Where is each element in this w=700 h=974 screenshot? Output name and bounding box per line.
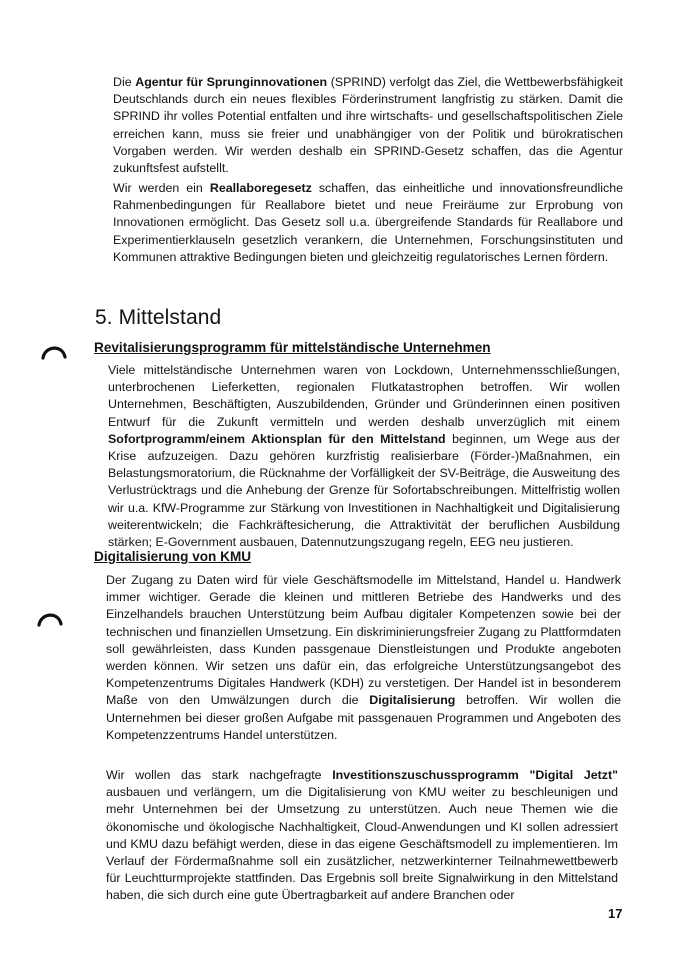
section-title: 5. Mittelstand (95, 306, 222, 329)
page-number: 17 (608, 906, 623, 921)
text-run: Viele mittelständische Unternehmen waren von Lockdown, Unternehmensschließungen, unterbrochenen Lieferketten, regionalen Flutkatastrophen betroffen. Wir wollen Unternehmen, Beschäftigten, Auszubildenden, Gründer und Gründerinnen einen positiven Entwurf für die Zukunft vermitteln und werden deshalb unverzüglich mit einem (108, 363, 620, 429)
bold-text: Investitionszuschussprogramm "Digital Jetzt" (332, 768, 618, 782)
bold-text: Agentur für Sprunginnovationen (135, 75, 328, 89)
subheading-digitalisierung: Digitalisierung von KMU (94, 549, 252, 564)
text-run: betroffen. Wir wollen die Unternehmen bei dieser großen Aufgabe mit passgenauen Programmen und Angeboten des Kompetenzzentrums Handel unterstützen. (106, 693, 621, 742)
text-run: (SPRIND) verfolgt das Ziel, die Wettbewerbsfähigkeit Deutschlands durch ein neues flexibles Förderinstrument langfristig zu stärken. Damit die SPRIND ihr volles Potential entfalten und ihre wirtschafts- und gesellschaftspolitischen Ziele erreichen kann, muss sie freier und unabhängiger von der Politik und bürokratischen Vorgaben werden. Wir werden deshalb ein SPRIND-Gesetz schaffen, das die Agentur zukunftsfest aufstellt. (113, 75, 623, 176)
subheading-revitalisierung: Revitalisierungsprogramm für mittelständische Unternehmen (94, 340, 491, 355)
bold-text: Reallaboregesetz (209, 181, 312, 195)
text-run: beginnen, um Wege aus der Krise aufzuzeigen. Dazu gehören kurzfristig realisierbare (Förder-)Maßnahmen, ein Belastungsmoratorium, die Rücknahme der Vorfälligkeit der SV-Beiträge, die Ausweitung des Verlustrücktrags und die Anhebung der Grenze für Sofortabschreibungen. Mittelfristig wollen wir u.a. KfW-Programme zur Stärkung von Investitionen in Nachhaltigkeit und Digitalisierung weiterentwickeln; die Fachkräftesicherung, die Attraktivität der beruflichen Ausbildung stärken; E-Government ausbauen, Datennutzungszugang regeln, EEG neu justieren. (108, 431, 621, 550)
text-run: Die (113, 75, 136, 89)
text-run: ausbauen und verlängern, um die Digitalisierung von KMU weiter zu beschleunigen und mehr Unternehmen bei der Umsetzung zu unterstützen. Auch neue Themen wie die ökonomische und ökologische Nachhaltigkeit, Cloud-Anwendungen und KI sollen adressiert und KMU dazu befähigt werden, diese in das eigene Geschäftsmodell zu implementieren. Im Verlauf der Fördermaßnahme soll ein zusätzlicher, netzwerkinterner Teilnahmewettbewerb für Leuchtturmprojekte stattfinden. Das Ergebnis soll breite Signalwirkung in den Mittelstand haben, die sich durch eine gute Übertragbarkeit auf andere Branchen oder (106, 785, 618, 903)
text-run: Der Zugang zu Daten wird für viele Geschäftsmodelle im Mittelstand, Handel u. Handwerk immer wichtiger. Gerade die kleinen und mittleren Betriebe des Handwerks und des Einzelhandels brauchen Unterstützung beim Aufbau digitaler Kompetenzen sowie bei der technischen und finanziellen Umsetzung. Ein diskriminierungsfreier Zugang zu Plattformdaten soll gewährleisten, dass Kunden passgenaue Dienstleistungen und Produkte angeboten werden können. Wir setzen uns dafür ein, das erfolgreiche Unterstützungsangebot des Kompetenzentrums Digitales Handwerk (KDH) zu verstetigen. Der Handel ist in besonderem Maße von den Umwälzungen durch die (106, 573, 621, 708)
margin-mark-1 (40, 341, 68, 361)
paragraph-sprind (113, 74, 623, 177)
text-run: schaffen, das einheitliche und innovationsfreundliche Rahmenbedingungen für Reallabore bietet und neue Freiräume zur Erprobung von Innovationen ermöglicht. Das Gesetz soll u.a. übergreifende Standards für Reallabore und Experimentierklauseln gesetzlich verankern, die Unternehmen, Forschungsinstituten und Kommunen attraktive Bedingungen bieten und gleichzeitig regulatorisches Lernen fördern. (113, 181, 624, 264)
paragraph-digitalisierung (106, 572, 621, 744)
margin-mark-2 (36, 608, 64, 628)
text-run: Wir wollen das stark nachgefragte (106, 768, 333, 782)
bold-text: Digitalisierung (369, 693, 456, 708)
text-run: Wir werden ein (113, 181, 210, 195)
paragraph-digital-jetzt (106, 767, 618, 905)
paragraph-reallaboregesetz (113, 180, 623, 266)
bold-text: Sofortprogramm/einem Aktionsplan für den Mittelstand (108, 431, 446, 446)
paragraph-revitalisierung (108, 362, 620, 551)
